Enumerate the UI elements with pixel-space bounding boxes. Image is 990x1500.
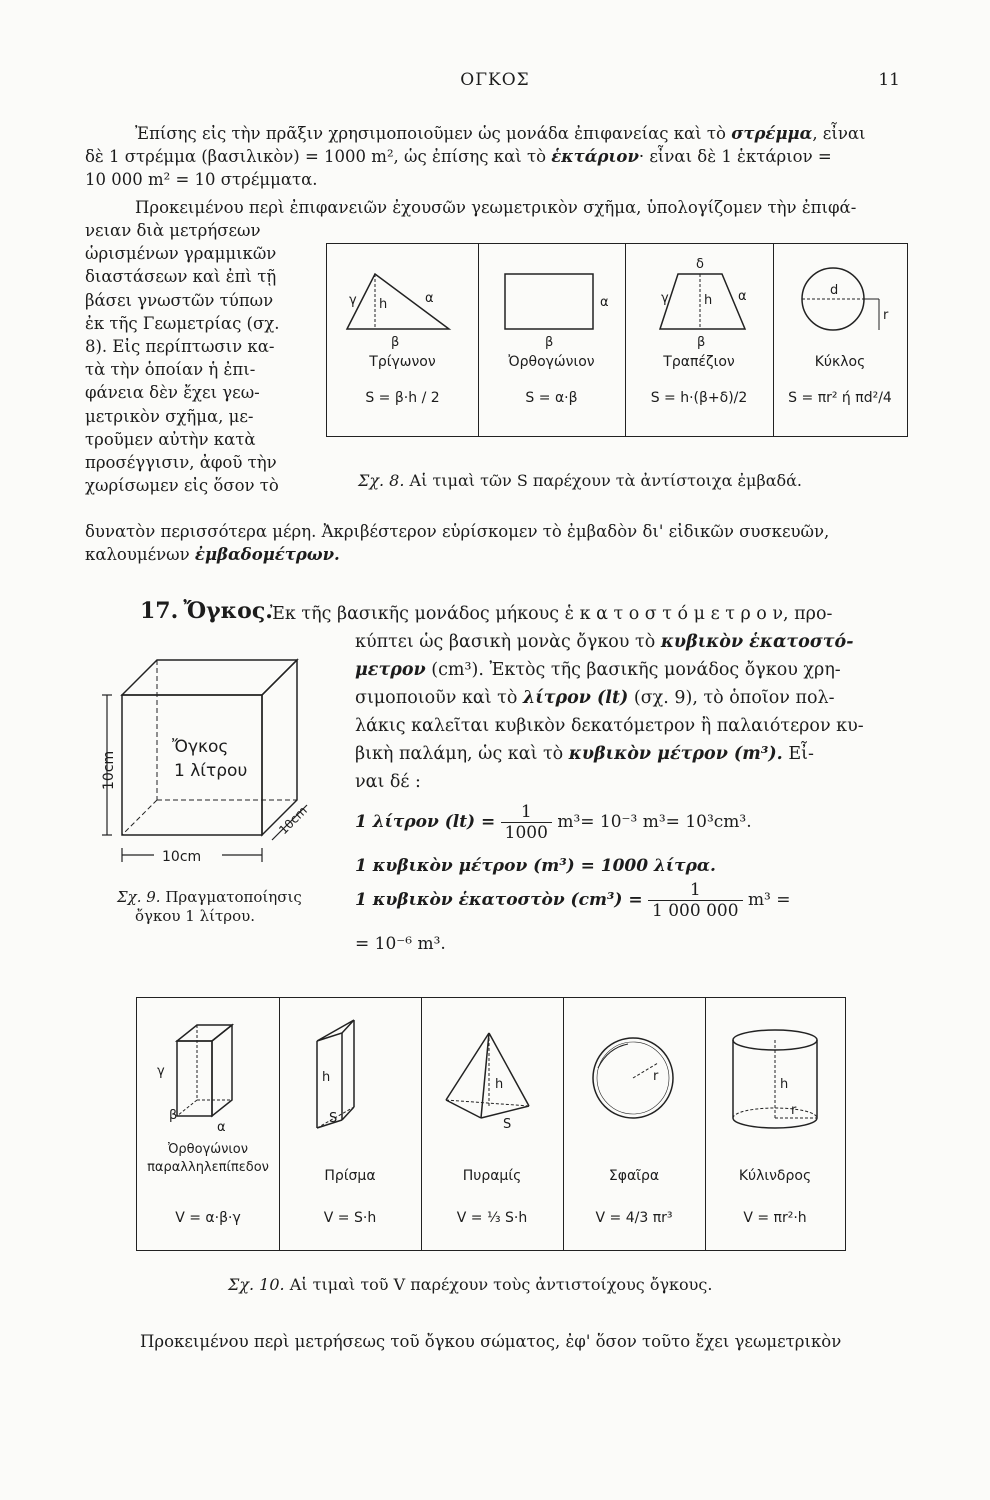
fig10-label: α bbox=[217, 1120, 226, 1135]
eq-denominator: 1 000 000 bbox=[652, 901, 739, 921]
para-text: κύπτει ὡς βασικὴ μονὰς ὄγκου τὸ bbox=[355, 632, 656, 652]
eq-left: 1 λίτρον (lt) = bbox=[355, 812, 496, 832]
area-formula: S = β·h / 2 bbox=[365, 390, 440, 406]
fig10-label: γ bbox=[157, 1064, 165, 1079]
para-text: καλουμένων bbox=[85, 545, 190, 564]
para-text: Ἐπίσης εἰς τὴν πρᾶξιν χρησιμοποιοῦμεν ὡς μονάδα ἐπιφανείας καὶ τὸ bbox=[135, 124, 726, 143]
shape-name: Ὀρθογώνιον bbox=[508, 354, 595, 370]
term-litre: λίτρον (lt) bbox=[522, 688, 629, 708]
paragraph-surfaces-end bbox=[85, 520, 905, 566]
page-number: 11 bbox=[878, 70, 900, 90]
volume-formula: V = 4/3 πr³ bbox=[595, 1210, 673, 1226]
section-17-intro bbox=[270, 600, 905, 628]
fig8-label: β bbox=[697, 335, 706, 350]
volume-formula: V = πr²·h bbox=[743, 1210, 807, 1226]
dim-side-label: 10cm bbox=[101, 750, 117, 790]
para-text: (cm³). Ἐκτὸς τῆς βασικῆς μονάδος ὄγκου χρη- bbox=[431, 660, 841, 680]
eq-right: m³= 10⁻³ m³= 10³cm³. bbox=[557, 812, 752, 832]
parallelepiped-diagram bbox=[137, 998, 279, 1138]
section-number: 17. bbox=[140, 598, 179, 624]
fig8-label: γ bbox=[349, 293, 357, 308]
fig8-label: β bbox=[391, 335, 400, 350]
para-line: τροῦμεν αὐτὴν κατὰ bbox=[85, 429, 256, 449]
eq-left: 1 κυβικὸν ἑκατοστὸν (cm³) = bbox=[355, 890, 643, 910]
area-formula: S = α·β bbox=[525, 390, 578, 406]
para-line: μετρικὸν σχῆμα, με- bbox=[85, 406, 254, 426]
caption-text: Αἱ τιμαὶ τοῦ V παρέχουν τοὺς ἀντιστοίχους ὄγκους. bbox=[289, 1275, 713, 1294]
sphere-diagram bbox=[563, 998, 705, 1138]
section-17-heading bbox=[140, 598, 273, 624]
fig10-cell-parallelepiped bbox=[137, 998, 280, 1250]
para-line: φάνεια δὲν ἔχει γεω- bbox=[85, 383, 260, 403]
fig8-label: α bbox=[425, 291, 434, 306]
shape-name: Τρίγωνον bbox=[369, 354, 436, 370]
fig8-label: h bbox=[704, 293, 713, 308]
fig10-label: S bbox=[329, 1111, 338, 1126]
paragraph-surfaces-left bbox=[85, 219, 297, 497]
trapezoid-diagram bbox=[625, 244, 773, 354]
fig8-label: h bbox=[379, 297, 388, 312]
fig8-cell-circle bbox=[773, 244, 907, 436]
para-line: νειαν διὰ μετρήσεων bbox=[85, 221, 261, 240]
caption-label: Σχ. 10. bbox=[228, 1275, 285, 1294]
fig8-label: δ bbox=[696, 257, 704, 272]
fig8-cell-triangle bbox=[327, 244, 479, 436]
volume-formula: V = ⅓ S·h bbox=[456, 1210, 528, 1226]
para-text: δὲ 1 στρέμμα (βασιλικὸν) = 1000 m², ὡς ἐπίσης καὶ τὸ bbox=[85, 147, 547, 166]
para-text: (σχ. 9), τὸ ὁποῖον πολ- bbox=[633, 688, 835, 708]
caption-text: Πραγματοποίησις bbox=[165, 888, 302, 906]
para-line: τὰ τὴν ὁποίαν ἡ ἐπι- bbox=[85, 360, 256, 380]
fig10-label: h bbox=[495, 1077, 504, 1092]
solid-name: Σφαῖρα bbox=[608, 1168, 660, 1184]
paragraph-strema bbox=[85, 122, 905, 191]
para-text: λάκις καλεῖται κυβικὸν δεκατόμετρον ἢ παλαιότερον κυ- bbox=[355, 716, 864, 736]
fig8-label: α bbox=[738, 289, 747, 304]
triangle-diagram bbox=[327, 244, 478, 354]
para-text: σιμοποιοῦν καὶ τὸ bbox=[355, 688, 518, 708]
para-text: Προκειμένου περὶ ἐπιφανειῶν ἐχουσῶν γεωμετρικὸν σχῆμα, ὑπολογίζομεν τὴν ἐπιφά- bbox=[135, 198, 857, 217]
para-line: ἐκ τῆς Γεωμετρίας (σχ. bbox=[85, 313, 280, 333]
solid-name: Ὀρθογώνιον bbox=[167, 1142, 249, 1157]
para-text: βικὴ παλάμη, ὡς καὶ τὸ bbox=[355, 744, 564, 764]
fig8-label: d bbox=[830, 283, 839, 298]
fig10-label: S bbox=[503, 1117, 512, 1132]
fig10-label: h bbox=[780, 1077, 789, 1092]
para-text: · εἶναι δὲ 1 ἑκτάριον = bbox=[638, 147, 832, 166]
shape-name: Τραπέζιον bbox=[663, 354, 735, 370]
running-head: ΟΓΚΟΣ bbox=[460, 70, 530, 90]
para-line: προσέγγισιν, ἀφοῦ τὴν bbox=[85, 453, 277, 473]
para-line: 8). Εἰς περίπτωσιν κα- bbox=[85, 337, 275, 357]
label-litre: 1 λίτρου bbox=[174, 761, 248, 781]
equation-cubic-centimetre-cont: = 10⁻⁶ m³. bbox=[355, 934, 446, 954]
fig10-label: h bbox=[322, 1070, 331, 1085]
solid-name: Κύλινδρος bbox=[738, 1168, 812, 1184]
closing-line: Προκειμένου περὶ μετρήσεως τοῦ ὄγκου σώματος, ἐφ' ὅσον τοῦτο ἔχει γεωμετρικὸν bbox=[140, 1332, 842, 1351]
section-title: Ὄγκος. bbox=[183, 598, 273, 624]
figure-8 bbox=[326, 243, 908, 437]
pyramid-diagram bbox=[421, 998, 563, 1138]
para-line: χωρίσωμεν εἰς ὅσον τὸ bbox=[85, 476, 279, 496]
term-ektario: ἑκτάριον bbox=[551, 147, 639, 166]
fig10-cell-pyramid bbox=[421, 998, 564, 1250]
circle-diagram bbox=[773, 244, 907, 354]
fig8-label: β bbox=[545, 335, 554, 350]
term-cubic-centimetre-end: μετρον bbox=[355, 660, 426, 680]
volume-formula: V = α·β·γ bbox=[175, 1210, 241, 1226]
eq-numerator: 1 bbox=[648, 880, 743, 901]
caption-label: Σχ. 9. bbox=[117, 888, 161, 906]
fig10-label: r bbox=[653, 1069, 659, 1084]
section-17-body bbox=[355, 628, 905, 796]
eq-fraction bbox=[648, 880, 743, 921]
volume-formula: V = S·h bbox=[323, 1210, 377, 1226]
rectangle-diagram bbox=[478, 244, 625, 354]
figure-9-caption bbox=[117, 888, 342, 926]
caption-label: Σχ. 8. bbox=[358, 471, 405, 490]
para-text: 10 000 m² = 10 στρέμματα. bbox=[85, 170, 318, 189]
para-line: ὡρισμένων γραμμικῶν bbox=[85, 244, 277, 264]
label-volume: Ὄγκος bbox=[172, 737, 229, 757]
caption-text: ὄγκου 1 λίτρου. bbox=[135, 907, 256, 925]
fig8-label: r bbox=[883, 308, 889, 323]
fig8-cell-trapezoid bbox=[625, 244, 774, 436]
eq-numerator: 1 bbox=[501, 802, 552, 823]
para-line: βάσει γνωστῶν τύπων bbox=[85, 290, 274, 310]
para-text: δυνατὸν περισσότερα μέρη. Ἀκριβέστερον εὑρίσκομεν τὸ ἐμβαδὸν δι' εἰδικῶν συσκευῶν, bbox=[85, 522, 830, 541]
fig10-cell-prism bbox=[279, 998, 422, 1250]
solid-name: Πυραμίς bbox=[462, 1168, 522, 1184]
eq-denominator: 1000 bbox=[504, 823, 548, 843]
solid-name: παραλληλεπίπεδον bbox=[147, 1160, 269, 1175]
dim-depth-label: 10cm bbox=[276, 803, 310, 838]
dim-bottom-label: 10cm bbox=[162, 849, 202, 865]
eq-fraction bbox=[501, 802, 552, 843]
area-formula: S = h·(β+δ)/2 bbox=[650, 390, 748, 406]
para-text: Εἶ- bbox=[788, 744, 814, 764]
solid-name: Πρίσμα bbox=[324, 1168, 376, 1184]
caption-text: Αἱ τιμαὶ τῶν S παρέχουν τὰ ἀντίστοιχα ἐμβαδά. bbox=[409, 471, 803, 490]
term-strema: στρέμμα bbox=[731, 124, 813, 143]
equation-cubic-centimetre bbox=[355, 880, 791, 921]
fig8-label: α bbox=[600, 295, 609, 310]
eq-right: m³ = bbox=[747, 890, 791, 910]
fig8-label: γ bbox=[661, 291, 669, 306]
fig10-cell-cylinder bbox=[705, 998, 845, 1250]
figure-10 bbox=[136, 997, 846, 1251]
paragraph-surfaces bbox=[85, 196, 905, 219]
cylinder-diagram bbox=[705, 998, 845, 1138]
term-embadometro: ἐμβαδομέτρων. bbox=[194, 545, 340, 564]
para-text: , εἶναι bbox=[812, 124, 866, 143]
equation-litre bbox=[355, 802, 752, 843]
para-text: Ἐκ τῆς βασικῆς μονάδος μήκους ἑ κ α τ ο σ τ ό μ ε τ ρ ο ν, προ- bbox=[270, 604, 833, 624]
shape-name: Κύκλος bbox=[814, 354, 866, 370]
fig10-cell-sphere bbox=[563, 998, 706, 1250]
term-cubic-centimetre: κυβικὸν ἑκατοστό- bbox=[660, 632, 854, 652]
para-line: διαστάσεων καὶ ἐπὶ τῇ bbox=[85, 267, 277, 287]
para-text: ναι δέ : bbox=[355, 772, 421, 792]
figure-8-caption bbox=[358, 471, 802, 490]
equation-cubic-metre: 1 κυβικὸν μέτρον (m³) = 1000 λίτρα. bbox=[355, 856, 716, 876]
fig8-cell-rectangle bbox=[478, 244, 626, 436]
figure-9-cube bbox=[92, 650, 322, 870]
fig10-label: r bbox=[791, 1103, 797, 1118]
fig10-label: β bbox=[169, 1108, 178, 1123]
prism-diagram bbox=[279, 998, 421, 1138]
area-formula: S = πr² ή πd²/4 bbox=[788, 390, 892, 406]
term-cubic-metre: κυβικὸν μέτρον (m³). bbox=[568, 744, 783, 764]
figure-10-caption bbox=[228, 1275, 712, 1294]
